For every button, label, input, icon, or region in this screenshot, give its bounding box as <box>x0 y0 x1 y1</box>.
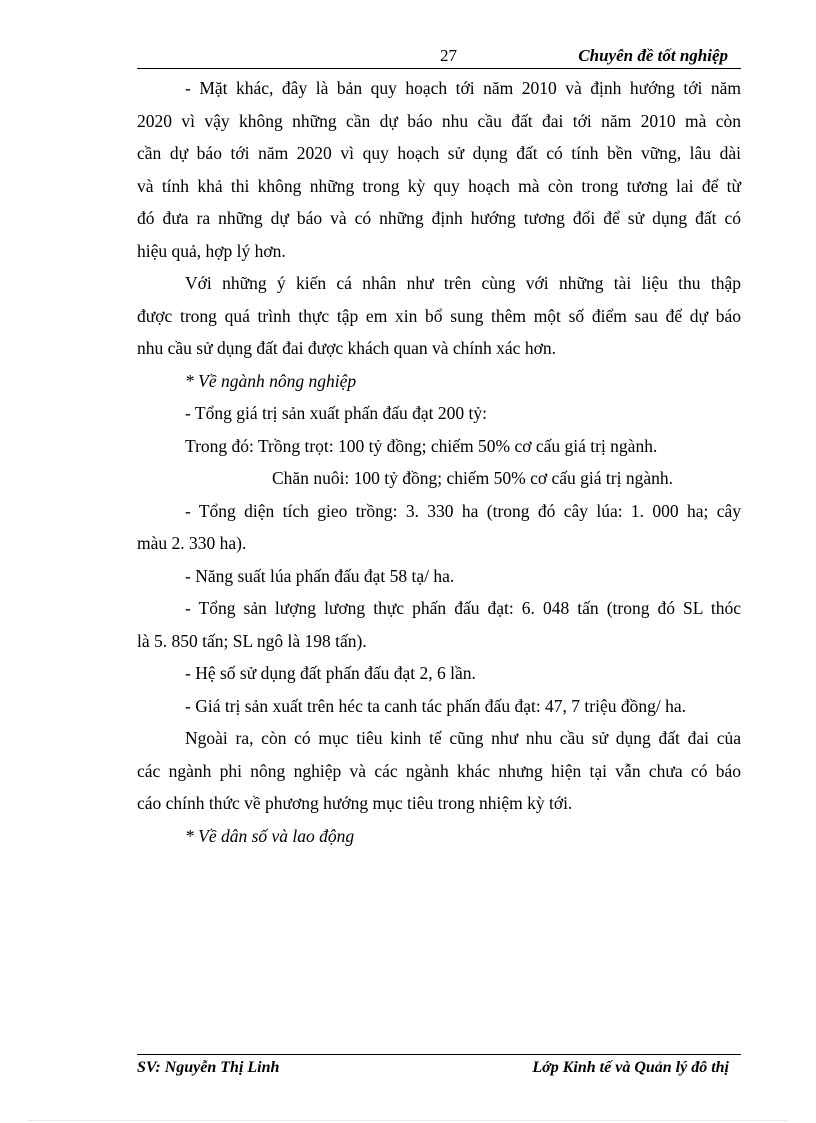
list-item: - Tổng giá trị sản xuất phấn đấu đạt 200 tỷ: <box>185 403 487 423</box>
list-item: - Năng suất lúa phấn đấu đạt 58 tạ/ ha. <box>185 565 455 586</box>
list-item: Chăn nuôi: 100 tỷ đồng; chiếm 50% cơ cấu giá trị ngành. <box>272 468 673 488</box>
paragraph-line: Với những ý kiến cá nhân như trên cùng với những tài liệu thu thập <box>185 273 741 293</box>
list-item: Trong đó: Trồng trọt: 100 tỷ đồng; chiếm 50% cơ cấu giá trị ngành. <box>185 435 658 456</box>
paragraph-line: nhu cầu sử dụng đất đai được khách quan và chính xác hơn. <box>137 338 556 358</box>
list-item: - Hệ số sử dụng đất phấn đấu đạt 2, 6 lần. <box>185 663 476 683</box>
list-item: màu 2. 330 ha). <box>137 533 247 553</box>
paragraph-line: và tính khả thi không những trong kỳ quy hoạch mà còn trong tương lai để từ <box>137 175 741 196</box>
header-title: Chuyên đề tốt nghiệp <box>578 46 728 65</box>
document-body <box>137 72 741 852</box>
page-header <box>137 44 741 69</box>
list-item: - Tổng diện tích gieo trồng: 3. 330 ha (trong đó cây lúa: 1. 000 ha; cây <box>185 500 741 521</box>
paragraph-line: cần dự báo tới năm 2020 vì quy hoạch sử dụng đất có tính bền vững, lâu dài <box>137 143 741 163</box>
paragraph-line: - Mặt khác, đây là bản quy hoạch tới năm 2010 và định hướng tới năm <box>185 78 741 98</box>
paragraph-line: hiệu quả, hợp lý hơn. <box>137 240 286 261</box>
paragraph-line: được trong quá trình thực tập em xin bổ sung thêm một số điểm sau để dự báo <box>137 305 741 326</box>
page-edge-divider <box>28 1120 788 1121</box>
page-footer <box>137 1054 741 1081</box>
list-item: là 5. 850 tấn; SL ngô là 198 tấn). <box>137 630 367 651</box>
paragraph-line: 2020 vì vậy không những cần dự báo nhu cầu đất đai tới năm 2010 mà còn <box>137 110 741 131</box>
section-heading-population: * Về dân số và lao động <box>185 825 355 846</box>
paragraph-line: Ngoài ra, còn có mục tiêu kinh tế cũng như nhu cầu sử dụng đất đai của <box>185 728 741 748</box>
footer-student: SV: Nguyễn Thị Linh <box>137 1059 280 1076</box>
paragraph-line: các ngành phi nông nghiệp và các ngành khác nhưng hiện tại vẫn chưa có báo <box>137 760 741 781</box>
list-item: - Tổng sản lượng lương thực phấn đấu đạt: 6. 048 tấn (trong đó SL thóc <box>185 598 741 618</box>
section-heading-agriculture: * Về ngành nông nghiệp <box>185 370 357 391</box>
paragraph-line: đó đưa ra những dự báo và có những định hướng tương đối để sử dụng đất có <box>137 208 741 228</box>
list-item: - Giá trị sản xuất trên héc ta canh tác phấn đấu đạt: 47, 7 triệu đồng/ ha. <box>185 695 687 716</box>
footer-class: Lớp Kinh tế và Quản lý đô thị <box>532 1059 729 1076</box>
page-number: 27 <box>440 46 457 65</box>
paragraph-line: cáo chính thức về phương hướng mục tiêu trong nhiệm kỳ tới. <box>137 793 573 813</box>
